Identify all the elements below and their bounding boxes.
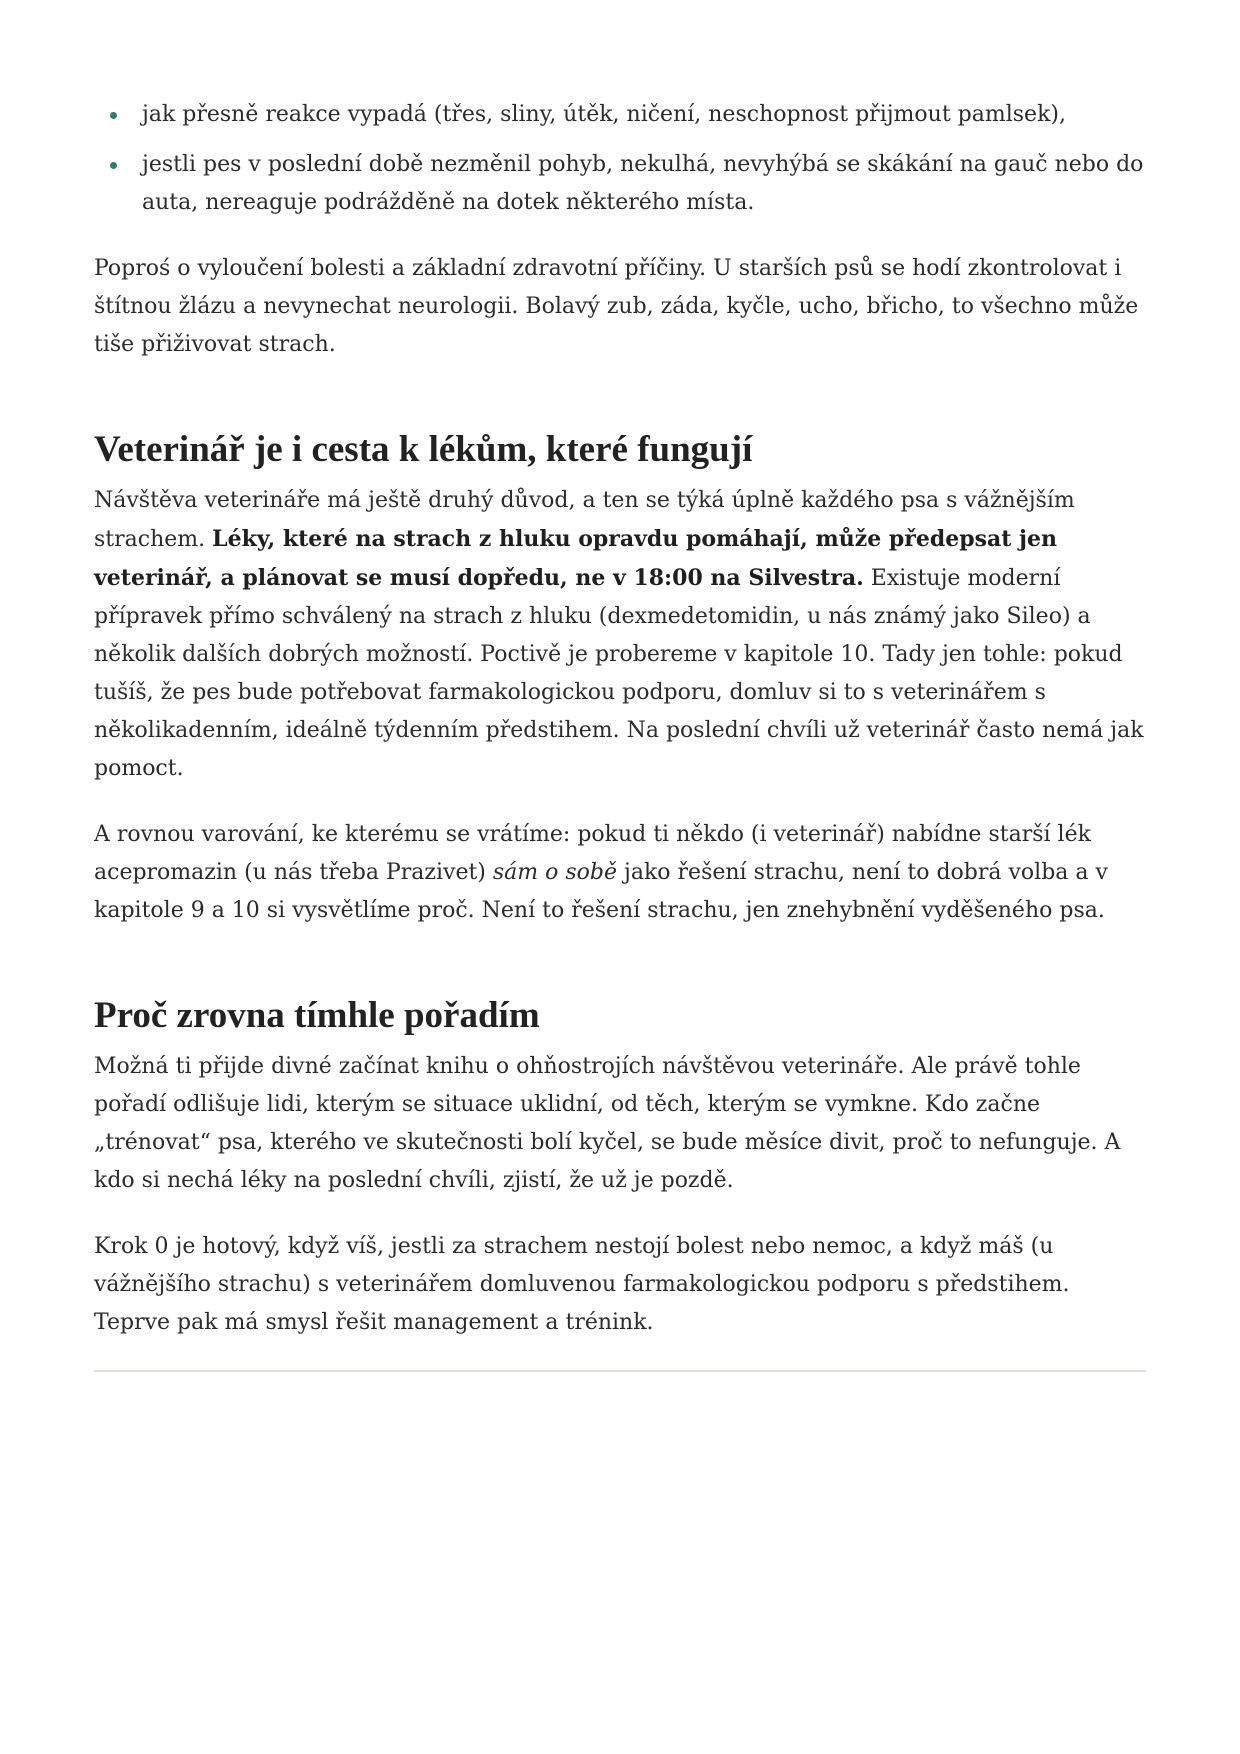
paragraph-medication	[94, 482, 1146, 788]
list-item: jestli pes v poslední době nezměnil pohyb, nekulhá, nevyhýbá se skákání na gauč nebo do auta, nereaguje podrážděně na dotek některého místa.	[94, 146, 1146, 222]
section-heading-medication: Veterinář je i cesta k lékům, které fungují	[94, 429, 753, 470]
document-page	[94, 96, 1146, 1370]
paragraph-text: A rovnou varování, ke kterému se vrátíme: pokud ti někdo (i veterinář) nabídne starší lék acepromazin (u nás třeba Prazivet)	[94, 822, 1091, 885]
paragraph-vet-checks: Poproś o vyloučení bolesti a základní zdravotní příčiny. U starších psů se hodí zkontrolovat i štítnou žlázu a nevynechat neurologii. Bolavý zub, záda, kyčle, ucho, břicho, to všechno může tiše přiživovat strach.	[94, 256, 1139, 357]
paragraph-step-zero: Krok 0 je hotový, když víš, jestli za strachem nestojí bolest nebo nemoc, a když máš (u vážnějšího strachu) s veterinářem domluvenou farmakologickou podporu s předstihem. Teprve pak má smysl řešit management a trénink.	[94, 1234, 1070, 1335]
paragraph-text: Existuje moderní přípravek přímo schválený na strach z hluku (dexmedetomidin, u nás známý jako Sileo) a několik dalších dobrých možností. Poctivě je probereme v kapitole 10. Tady jen tohle: pokud tušíš, že pes bude potřebovat farmakologickou podporu, domluv si to s veterinářem s několikadenním, ideálně týdenním předstihem. Na poslední chvíli už veterinář často nemá jak pomoct.	[94, 566, 1144, 781]
checklist	[94, 96, 1146, 222]
section-heading-order: Proč zrovna tímhle pořadím	[94, 995, 540, 1036]
list-item: jak přesně reakce vypadá (třes, sliny, útěk, ničení, neschopnost přijmout pamlsek),	[94, 96, 1146, 134]
bold-emphasis: Léky, které na strach z hluku opravdu pomáhají, může předepsat jen veterinář, a plánovat se musí dopředu, ne v 18:00 na Silvestra.	[94, 526, 1058, 591]
italic-emphasis: sám o sobě	[492, 860, 618, 885]
horizontal-divider	[94, 1370, 1146, 1372]
paragraph-text: Návštěva veterináře má ještě druhý důvod, a ten se týká úplně každého psa s vážnějším strachem.	[94, 488, 1075, 552]
paragraph-order: Možná ti přijde divné začínat knihu o ohňostrojích návštěvou veterináře. Ale právě tohle pořadí odlišuje lidi, kterým se situace uklidní, od těch, kterým se vymkne. Kdo začne „trénovat“ psa, kterého ve skutečnosti bolí kyčel, se bude měsíce divit, proč to nefunguje. A kdo si nechá léky na poslední chvíli, zjistí, že už je pozdě.	[94, 1054, 1121, 1193]
paragraph-warning	[94, 816, 1146, 930]
paragraph-text: jako řešení strachu, není to dobrá volba a v kapitole 9 a 10 si vysvětlíme proč. Není to řešení strachu, jen znehybnění vyděšeného psa.	[94, 860, 1108, 923]
